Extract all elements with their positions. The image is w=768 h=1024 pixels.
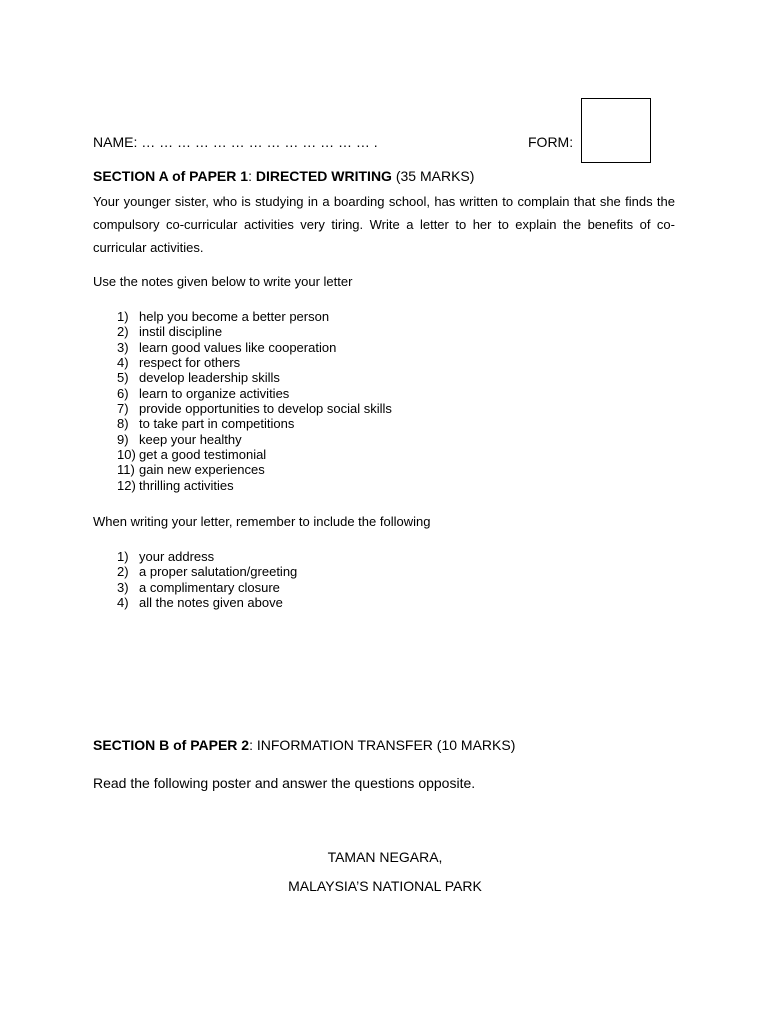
list-item: [117, 416, 392, 431]
section-a-marks: (35 MARKS): [391, 168, 475, 184]
include-list: [117, 549, 297, 610]
list-text: a proper salutation/greeting: [139, 564, 298, 580]
list-text: your address: [139, 549, 215, 564]
list-text: respect for others: [139, 355, 241, 371]
list-number: 1): [117, 309, 129, 324]
poster-title: TAMAN NEGARA,: [327, 849, 443, 865]
list-text: to take part in competitions: [139, 416, 295, 432]
form-field-label: FORM:: [528, 134, 574, 150]
list-number: 5): [117, 370, 129, 386]
list-item: [117, 595, 297, 610]
list-text: learn to organize activities: [139, 385, 290, 401]
notes-list: [117, 309, 392, 493]
list-number: 11): [117, 462, 135, 478]
list-number: 1): [117, 549, 129, 564]
list-number: 8): [117, 416, 129, 432]
list-item: [117, 462, 392, 477]
section-b-title: SECTION B of PAPER 2: [93, 737, 250, 753]
list-item: [117, 564, 297, 579]
list-text: get a good testimonial: [139, 447, 267, 463]
section-a-topic: DIRECTED WRITING: [255, 168, 392, 184]
poster-subtitle: MALAYSIA’S NATIONAL PARK: [288, 878, 482, 894]
section-a-title: SECTION A of PAPER 1: [93, 168, 249, 184]
list-number: 12): [117, 477, 136, 493]
list-item: [117, 432, 392, 447]
section-b-heading: [93, 737, 515, 753]
list-number: 2): [117, 564, 129, 580]
list-item: [117, 580, 297, 595]
list-number: 4): [117, 595, 129, 611]
list-item: [117, 549, 297, 564]
writing-prompt: Your younger sister, who is studying in a boarding school, has written to complain that she finds the compulsory co-curricular activities very tiring. Write a letter to her to explain the benefits of co-curricular activities.: [93, 194, 675, 255]
list-item: [117, 401, 392, 416]
list-item: [117, 386, 392, 401]
list-text: learn good values like cooperation: [139, 339, 337, 355]
include-intro: When writing your letter, remember to include the following: [93, 514, 431, 529]
list-text: thrilling activities: [139, 477, 234, 493]
notes-intro: Use the notes given below to write your letter: [93, 274, 353, 289]
list-number: 3): [117, 339, 129, 355]
list-text: instil discipline: [139, 324, 223, 340]
list-item: [117, 478, 392, 493]
list-number: 3): [117, 579, 129, 595]
list-text: keep your healthy: [139, 431, 242, 447]
list-number: 9): [117, 431, 129, 447]
poster-instruction: Read the following poster and answer the questions opposite.: [93, 775, 476, 791]
list-text: all the notes given above: [139, 595, 283, 611]
form-answer-box: [581, 98, 651, 163]
list-item: [117, 447, 392, 462]
name-field-label: NAME: … … … … … … … … … … … … … .: [93, 134, 378, 150]
heading-separator: :: [248, 168, 256, 184]
list-number: 7): [117, 401, 129, 417]
list-text: develop leadership skills: [139, 370, 280, 386]
section-a-heading: [93, 168, 474, 184]
list-text: help you become a better person: [139, 309, 330, 324]
list-number: 4): [117, 355, 129, 371]
section-b-topic: : INFORMATION TRANSFER (10 MARKS): [249, 737, 516, 753]
list-text: gain new experiences: [139, 462, 265, 478]
list-number: 2): [117, 324, 129, 340]
list-item: [117, 340, 392, 355]
list-text: provide opportunities to develop social skills: [139, 401, 392, 417]
list-item: [117, 309, 392, 324]
list-text: a complimentary closure: [139, 579, 280, 595]
list-number: 10): [117, 447, 136, 463]
list-item: [117, 355, 392, 370]
list-number: 6): [117, 385, 129, 401]
list-item: [117, 324, 392, 339]
list-item: [117, 370, 392, 385]
